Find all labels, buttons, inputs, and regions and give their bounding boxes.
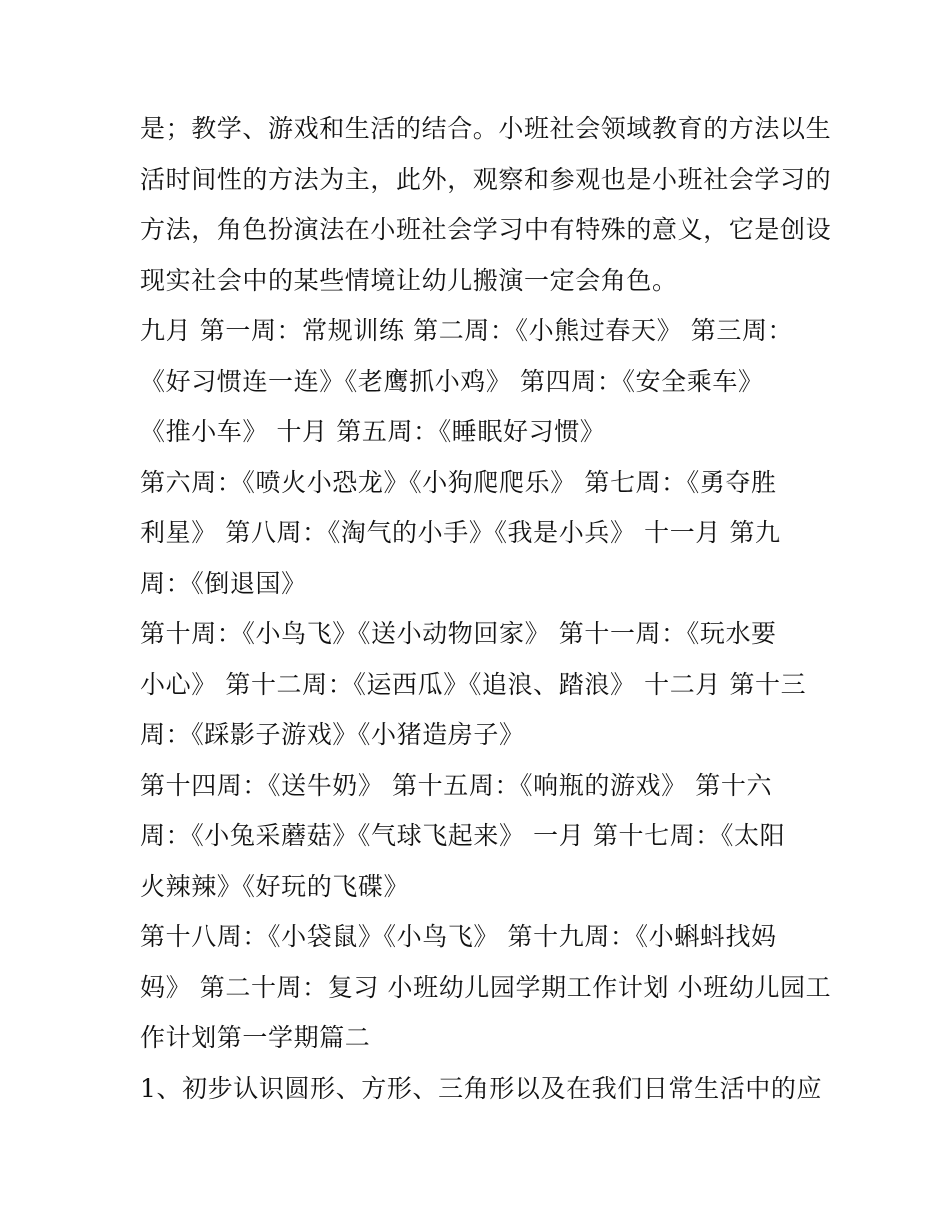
- text-line: 活时间性的方法为主，此外，观察和参观也是小班社会学习的: [140, 164, 832, 194]
- text-line: 《推小车》 十月 第五周：《睡眠好习惯》: [140, 417, 606, 446]
- text-line: 周：《小兔采蘑菇》《气球飞起来》 一月 第十七周：《太阳: [140, 821, 786, 850]
- text-line: 《好习惯连一连》《老鹰抓小鸡》 第四周：《安全乘车》: [140, 366, 764, 396]
- text-line: 妈》 第二十周：复习 小班幼儿园学期工作计划 小班幼儿园工: [140, 972, 832, 1002]
- text-line: 周：《倒退国》: [140, 568, 307, 598]
- text-line: 1、初步认识圆形、方形、三角形以及在我们日常生活中的应: [140, 1073, 823, 1103]
- text-line: 方法，角色扮演法在小班社会学习中有特殊的意义，它是创设: [140, 215, 832, 244]
- text-line: 第十周：《小鸟飞》《送小动物回家》 第十一周：《玩水要: [140, 619, 777, 648]
- text-line: 是；教学、游戏和生活的结合。小班社会领域教育的方法以生: [140, 114, 832, 143]
- text-line: 利星》 第八周：《淘气的小手》《我是小兵》 十一月 第九: [140, 518, 781, 547]
- text-line: 第十四周：《送牛奶》 第十五周：《响瓶的游戏》 第十六: [140, 770, 773, 800]
- text-line: 火辣辣》《好玩的飞碟》: [140, 871, 410, 901]
- text-line: 周：《踩影子游戏》《小猪造房子》: [140, 720, 525, 749]
- text-line: 现实社会中的某些情境让幼儿搬演一定会角色。: [140, 265, 678, 295]
- text-line: 九月 第一周：常规训练 第二周：《小熊过春天》 第三周：: [140, 316, 794, 345]
- text-line: 小心》 第十二周：《运西瓜》《追浪、踏浪》 十二月 第十三: [140, 669, 807, 699]
- document-body: [140, 104, 832, 1114]
- text-line: 第六周：《喷火小恐龙》《小狗爬爬乐》 第七周：《勇夺胜: [140, 467, 777, 497]
- text-line: 第十八周：《小袋鼠》《小鸟飞》 第十九周：《小蝌蚪找妈: [140, 922, 777, 951]
- text-line: 作计划第一学期篇二: [140, 1023, 371, 1052]
